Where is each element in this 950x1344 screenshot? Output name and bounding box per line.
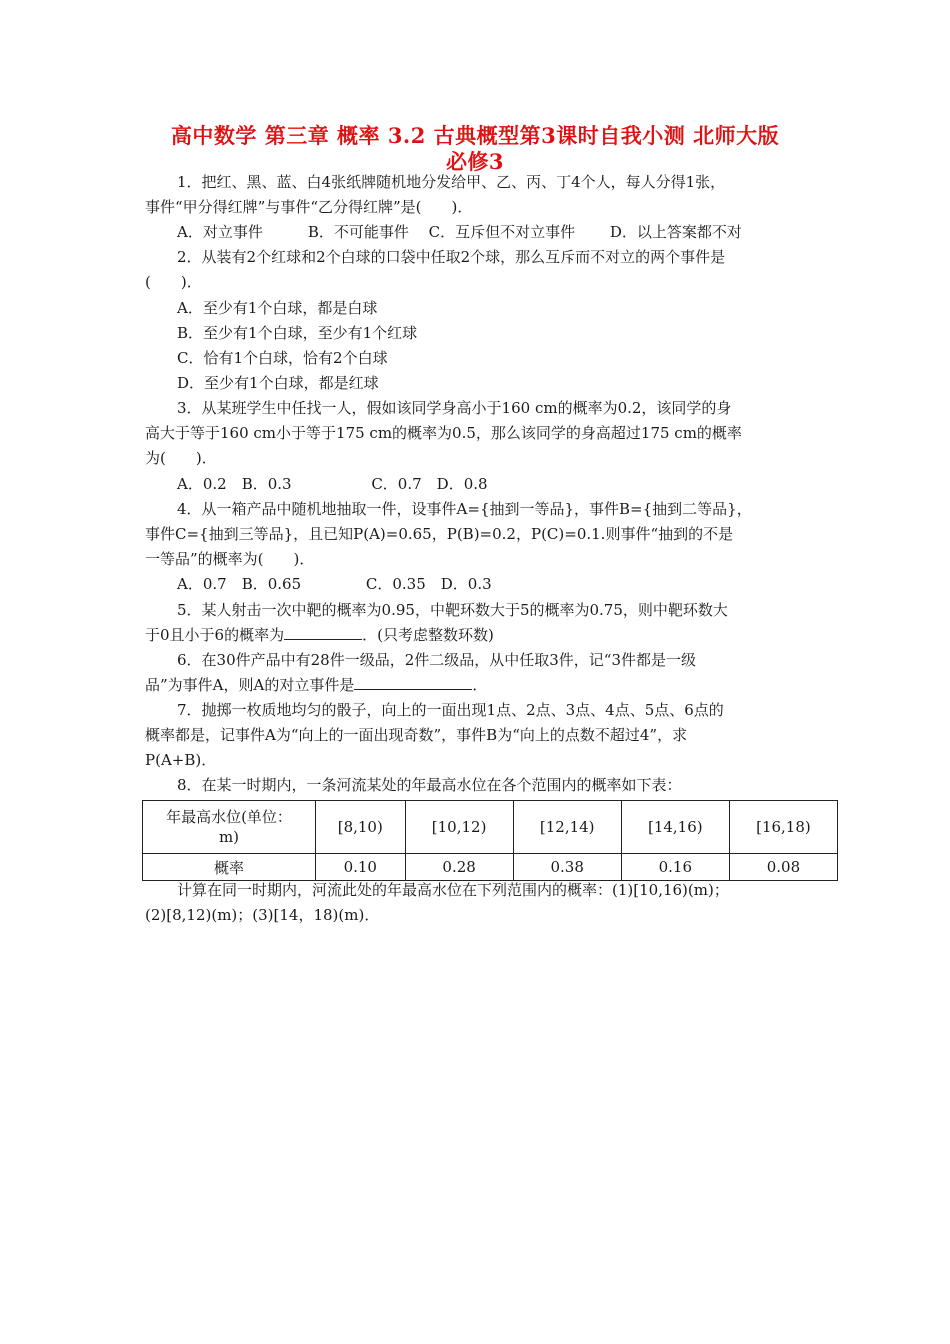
q2-line2: ( )．: [145, 273, 202, 291]
table-prob-cell: 0.38: [513, 854, 621, 881]
table-header-range: [10,12): [405, 801, 513, 854]
water-level-table: [142, 800, 838, 881]
q5-line2-text: 于0且小于6的概率为: [145, 626, 285, 644]
document-title-line2: 必修3: [445, 149, 505, 174]
q2-line1: 2．从装有2个红球和2个白球的口袋中任取2个球，那么互斥而不对立的两个事件是: [177, 248, 726, 266]
q2-option-b: B．至少有1个白球，至少有1个红球: [177, 324, 418, 342]
q3-line3: 为( )．: [145, 449, 217, 467]
table-header-label: [143, 801, 316, 854]
table-row: [143, 801, 838, 854]
table-row: [143, 854, 838, 881]
q6-line1: 6．在30件产品中有28件一级品，2件二级品，从中任取3件，记“3件都是一级: [177, 651, 697, 669]
q8-line1: 8．在某一时期内，一条河流某处的年最高水位在各个范围内的概率如下表：: [177, 776, 682, 794]
table-header-range: [16,18): [729, 801, 837, 854]
table-prob-cell: 0.28: [405, 854, 513, 881]
q2-option-c: C．恰有1个白球，恰有2个白球: [177, 349, 388, 367]
q5-line2-tail: ．(只考虑整数环数): [362, 626, 494, 644]
q1-line1: 1．把红、黑、蓝、白4张纸牌随机地分发给甲、乙、丙、丁4个人，每人分得1张，: [177, 173, 726, 191]
q8-after-line1: 计算在同一时期内，河流此处的年最高水位在下列范围内的概率：(1)[10,16)(m)；: [177, 881, 729, 899]
q3-line1: 3．从某班学生中任找一人，假如该同学身高小于160 cm的概率为0.2，该同学的身: [177, 399, 732, 417]
q5-line2: [145, 625, 494, 645]
q3-options: A．0.2 B．0.3 C．0.7 D．0.8: [177, 475, 488, 493]
q7-line3: P(A+B)．: [145, 751, 217, 769]
table-header-range: [8,10): [316, 801, 406, 854]
q2-option-a: A．至少有1个白球，都是白球: [177, 299, 378, 317]
q8-after-line2: (2)[8,12)(m)；(3)[14，18)(m)．: [145, 906, 380, 924]
q5-line1: 5．某人射击一次中靶的概率为0.95，中靶环数大于5的概率为0.75，则中靶环数大: [177, 601, 728, 619]
q7-line2: 概率都是，记事件A为“向上的一面出现奇数”，事件B为“向上的点数不超过4”，求: [145, 726, 688, 744]
table-header-label-line2: m): [218, 828, 240, 846]
q1-line2: 事件“甲分得红牌”与事件“乙分得红牌”是( )．: [145, 198, 473, 216]
q4-options: A．0.7 B．0.65 C．0.35 D．0.3: [177, 575, 492, 593]
table-prob-cell: 0.08: [729, 854, 837, 881]
q4-line1: 4．从一箱产品中随机地抽取一件，设事件A={抽到一等品}，事件B={抽到二等品}，: [177, 500, 752, 518]
q5-answer-blank[interactable]: [284, 625, 362, 640]
q6-answer-blank[interactable]: [354, 675, 472, 690]
table-header-label-line1: 年最高水位(单位：: [166, 808, 292, 826]
table-header-range: [14,16): [621, 801, 729, 854]
table-prob-cell: 0.16: [621, 854, 729, 881]
q6-line2: [145, 675, 487, 695]
q2-option-d: D．至少有1个白球，都是红球: [177, 374, 379, 392]
q6-line2-text: 品”为事件A，则A的对立事件是: [145, 676, 355, 694]
q4-line3: 一等品”的概率为( )．: [145, 550, 315, 568]
table-header-range: [12,14): [513, 801, 621, 854]
q4-line2: 事件C={抽到三等品}，且已知P(A)=0.65，P(B)=0.2，P(C)=0.1.则事件“抽到的不是: [145, 525, 734, 543]
table-prob-label: 概率: [143, 854, 316, 881]
q1-options: A．对立事件 B．不可能事件 C．互斥但不对立事件 D．以上答案都不对: [177, 223, 742, 241]
q6-line2-tail: ．: [472, 676, 488, 694]
table-prob-cell: 0.10: [316, 854, 406, 881]
q7-line1: 7．抛掷一枚质地均匀的骰子，向上的一面出现1点、2点、3点、4点、5点、6点的: [177, 701, 724, 719]
q3-line2: 高大于等于160 cm小于等于175 cm的概率为0.5，那么该同学的身高超过175 cm的概率: [145, 424, 742, 442]
document-title-line1: 高中数学 第三章 概率 3.2 古典概型第3课时自我小测 北师大版: [170, 123, 780, 148]
